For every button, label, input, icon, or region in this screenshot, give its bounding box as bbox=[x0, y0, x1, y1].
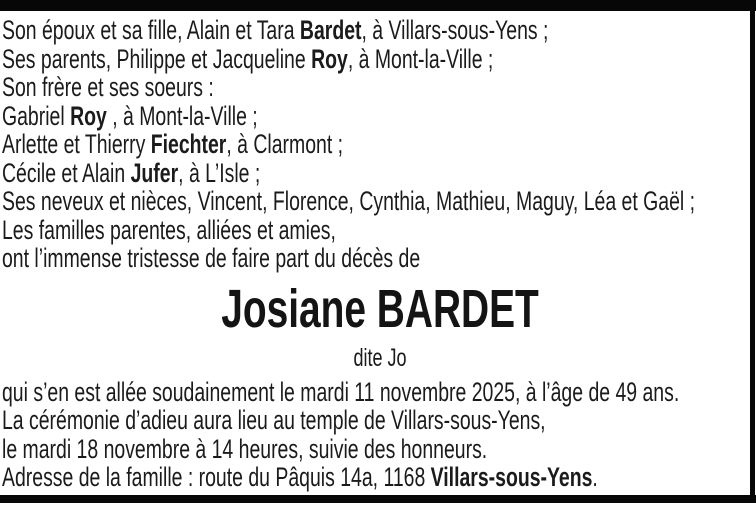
emphasized-family-name: Roy bbox=[70, 100, 107, 131]
notice-line bbox=[2, 187, 756, 216]
notice-text: , à Mont-la-Ville ; bbox=[106, 100, 258, 131]
notice-line bbox=[2, 45, 756, 74]
notice-text: . bbox=[592, 462, 598, 492]
emphasized-family-name: Bardet bbox=[299, 15, 362, 45]
notice-text: Ses parents, Philippe et Jacqueline bbox=[2, 43, 312, 74]
notice-line bbox=[2, 244, 756, 273]
emphasized-family-name: Fiechter bbox=[150, 129, 227, 159]
bottom-border-bar bbox=[0, 495, 756, 503]
notice-text: Les familles parentes, alliées et amies, bbox=[2, 214, 336, 245]
notice-line bbox=[2, 406, 756, 435]
notice-text: , à Mont-la-Ville ; bbox=[347, 43, 494, 74]
notice-text: , à L’Isle ; bbox=[178, 157, 261, 188]
notice-line bbox=[2, 16, 756, 45]
notice-body bbox=[2, 16, 756, 492]
notice-line bbox=[2, 102, 756, 131]
notice-text: Ses neveux et nièces, Vincent, Florence, Cynthia, Mathieu, Maguy, Léa et Gaël ; bbox=[2, 186, 696, 216]
emphasized-family-name: Villars-sous-Yens bbox=[430, 462, 593, 492]
emphasized-family-name: Roy bbox=[311, 43, 348, 74]
family-intro-lines bbox=[2, 16, 756, 273]
deceased-name: Josiane BARDET bbox=[221, 278, 539, 339]
notice-text: , à Villars-sous-Yens ; bbox=[361, 15, 549, 45]
notice-line bbox=[2, 159, 756, 188]
notice-line bbox=[2, 73, 756, 102]
ceremony-detail-lines bbox=[2, 378, 756, 492]
notice-text: Arlette et Thierry bbox=[2, 129, 151, 159]
deceased-nickname: dite Jo bbox=[353, 343, 407, 372]
notice-text: Gabriel bbox=[2, 100, 71, 131]
notice-text: La cérémonie d’adieu aura lieu au temple de Villars-sous-Yens, bbox=[2, 405, 546, 435]
top-border-bar bbox=[0, 0, 756, 11]
notice-text: Son frère et ses soeurs : bbox=[2, 72, 214, 102]
emphasized-family-name: Jufer bbox=[130, 157, 179, 188]
notice-text: Cécile et Alain bbox=[2, 157, 131, 188]
notice-line bbox=[2, 378, 756, 407]
notice-text: le mardi 18 novembre à 14 heures, suivie des honneurs. bbox=[2, 433, 488, 464]
notice-line bbox=[2, 216, 756, 245]
notice-text: , à Clarmont ; bbox=[226, 129, 344, 159]
notice-text: qui s’en est allée soudainement le mardi 11 novembre 2025, à l’âge de 49 ans. bbox=[2, 376, 680, 407]
notice-text: Son époux et sa fille, Alain et Tara bbox=[2, 15, 300, 45]
notice-line bbox=[2, 463, 756, 492]
notice-text: Adresse de la famille : route du Pâquis 14a, 1168 bbox=[2, 462, 431, 492]
notice-line bbox=[2, 435, 756, 464]
notice-text: ont l’immense tristesse de faire part du décès de bbox=[2, 243, 421, 273]
notice-line bbox=[2, 130, 756, 159]
